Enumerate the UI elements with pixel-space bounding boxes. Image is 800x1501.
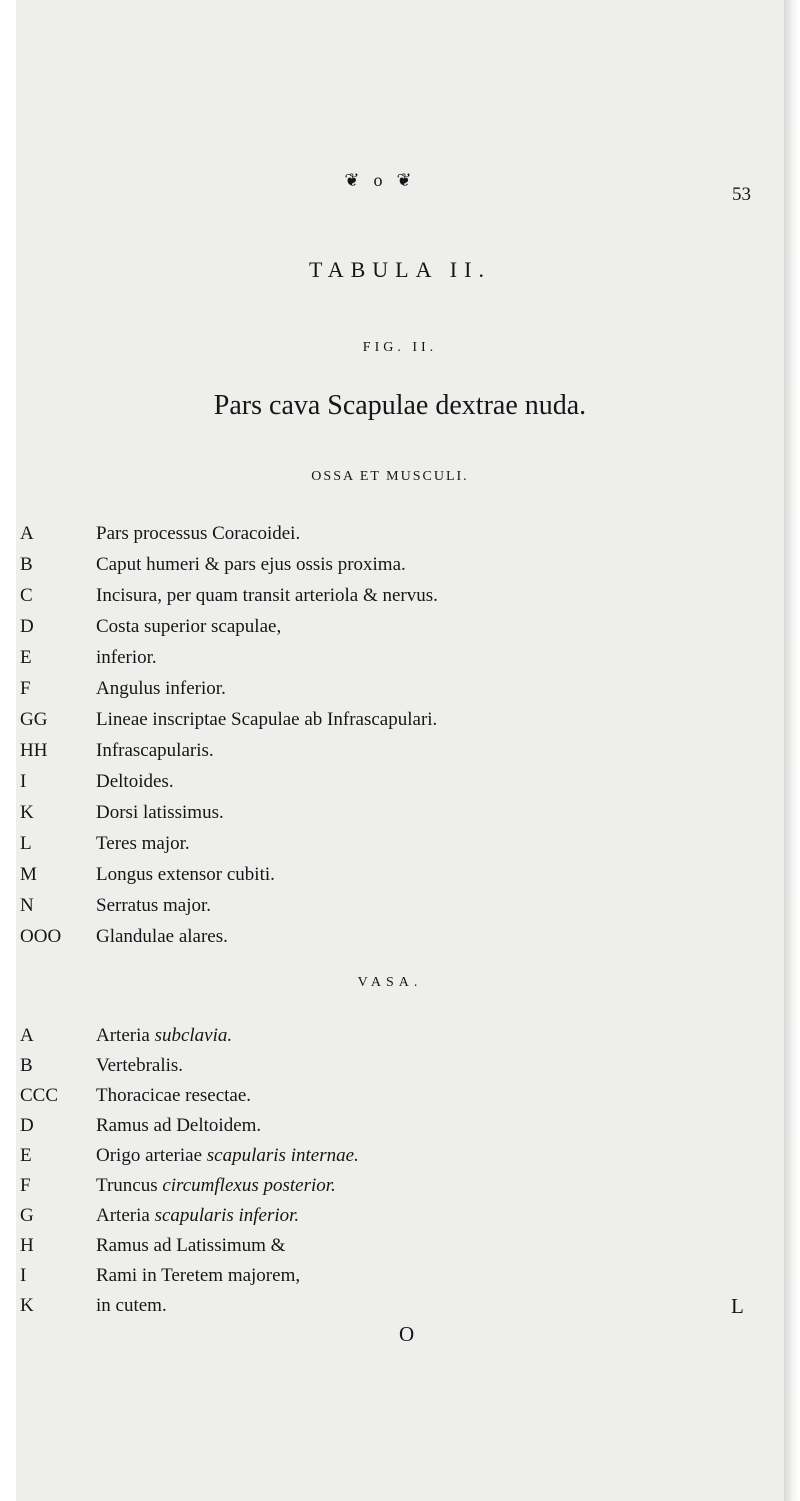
- page-title: TABULA II.: [309, 257, 491, 282]
- legend-text-wrap: [96, 1295, 167, 1317]
- legend-letter: K: [20, 802, 34, 823]
- legend-text-wrap: [96, 1115, 261, 1137]
- legend-letter: M: [20, 864, 37, 885]
- legend-letter: A: [20, 1025, 34, 1046]
- catchword-right: L: [731, 1294, 744, 1318]
- legend-text: Longus extensor cubiti.: [96, 864, 275, 885]
- figure-subtitle: Pars cava Scapulae dextrae nuda.: [213, 390, 587, 421]
- legend-letter: H: [20, 1235, 34, 1256]
- ornament-center: o: [373, 170, 397, 190]
- legend-row: [20, 1295, 580, 1325]
- legend-text: Origo arteriae: [96, 1145, 207, 1166]
- legend-text: Deltoides.: [96, 771, 174, 792]
- legend-text-wrap: [96, 1205, 299, 1227]
- legend-text: Dorsi latissimus.: [96, 802, 224, 823]
- vasa-legend: [20, 1025, 580, 1325]
- legend-letter: L: [20, 833, 32, 854]
- legend-letter: G: [20, 1205, 34, 1226]
- ossa-legend: [20, 523, 580, 957]
- legend-text: Caput humeri & pars ejus ossis proxima.: [96, 554, 406, 575]
- legend-text: Teres major.: [96, 833, 190, 854]
- legend-row: [20, 1205, 580, 1235]
- legend-row: [20, 864, 580, 895]
- legend-letter: I: [20, 771, 27, 792]
- legend-text: Glandulae alares.: [96, 926, 228, 947]
- legend-row: [20, 709, 580, 740]
- legend-row: [20, 1145, 580, 1175]
- legend-row: [20, 523, 580, 554]
- legend-row: [20, 740, 580, 771]
- legend-text: Serratus major.: [96, 895, 212, 916]
- legend-row: [20, 616, 580, 647]
- legend-letter: HH: [20, 740, 48, 761]
- legend-letter: B: [20, 1055, 33, 1076]
- legend-row: [20, 1235, 580, 1265]
- legend-text: Arteria: [96, 1205, 155, 1226]
- legend-text-wrap: [96, 1025, 232, 1047]
- legend-text: Vertebralis.: [96, 1055, 184, 1076]
- page-gutter: [784, 0, 800, 1501]
- legend-letter: OOO: [20, 926, 62, 947]
- legend-text: in cutem.: [96, 1295, 167, 1316]
- legend-row: [20, 585, 580, 616]
- ossa-heading: OSSA ET MUSCULI.: [311, 469, 469, 484]
- legend-letter: CCC: [20, 1085, 59, 1106]
- legend-letter: K: [20, 1295, 34, 1316]
- legend-text: Lineae inscriptae Scapulae ab Infrascapulari.: [96, 709, 438, 730]
- legend-text: Angulus inferior.: [96, 678, 226, 699]
- legend-letter: F: [20, 678, 31, 699]
- catchword: O: [399, 1322, 415, 1346]
- legend-text: Ramus ad Deltoidem.: [96, 1115, 262, 1136]
- figure-label: FIG. II.: [362, 340, 438, 355]
- legend-letter: B: [20, 554, 33, 575]
- legend-italic-text: subclavia.: [154, 1025, 233, 1046]
- legend-text: Incisura, per quam transit arteriola & nervus.: [96, 585, 438, 606]
- left-ornament-icon: ❦: [344, 170, 374, 190]
- legend-row: [20, 833, 580, 864]
- legend-row: [20, 802, 580, 833]
- legend-text: Rami in Teretem majorem,: [96, 1265, 301, 1286]
- legend-row: [20, 1025, 580, 1055]
- legend-text: Infrascapularis.: [96, 740, 214, 761]
- legend-text-wrap: [96, 1085, 251, 1107]
- legend-italic-text: scapularis internae.: [206, 1145, 359, 1166]
- legend-row: [20, 1055, 580, 1085]
- legend-row: [20, 1175, 580, 1205]
- legend-letter: N: [20, 895, 34, 916]
- legend-row: [20, 895, 580, 926]
- legend-text-wrap: [96, 1055, 183, 1077]
- legend-letter: C: [20, 585, 33, 606]
- legend-text-wrap: [96, 1175, 336, 1197]
- legend-text: Ramus ad Latissimum &: [96, 1235, 286, 1256]
- vasa-heading: VASA.: [357, 975, 423, 990]
- legend-row: [20, 771, 580, 802]
- legend-text-wrap: [96, 1235, 285, 1257]
- legend-letter: D: [20, 616, 34, 637]
- legend-letter: I: [20, 1265, 27, 1286]
- legend-italic-text: scapularis inferior.: [154, 1205, 300, 1226]
- legend-text-wrap: [96, 1265, 300, 1287]
- legend-letter: A: [20, 523, 34, 544]
- legend-row: [20, 647, 580, 678]
- right-ornament-icon: ❦: [396, 170, 426, 190]
- legend-row: [20, 1115, 580, 1145]
- legend-text: Thoracicae resectae.: [96, 1085, 252, 1106]
- legend-letter: E: [20, 1145, 32, 1166]
- legend-row: [20, 926, 580, 957]
- legend-row: [20, 554, 580, 585]
- legend-text: Arteria: [96, 1025, 155, 1046]
- legend-text: Pars processus Coracoidei.: [96, 523, 301, 544]
- legend-italic-text: circumflexus posterior.: [162, 1175, 336, 1196]
- legend-letter: GG: [20, 709, 48, 730]
- printers-ornament: [300, 170, 470, 194]
- legend-text-wrap: [96, 1145, 359, 1167]
- legend-letter: E: [20, 647, 32, 668]
- legend-row: [20, 1265, 580, 1295]
- legend-letter: D: [20, 1115, 34, 1136]
- legend-text: Truncus: [96, 1175, 163, 1196]
- page-number: 53: [732, 184, 751, 205]
- legend-row: [20, 678, 580, 709]
- legend-letter: F: [20, 1175, 31, 1196]
- legend-text: inferior.: [96, 647, 157, 668]
- legend-text: Costa superior scapulae,: [96, 616, 282, 637]
- legend-row: [20, 1085, 580, 1115]
